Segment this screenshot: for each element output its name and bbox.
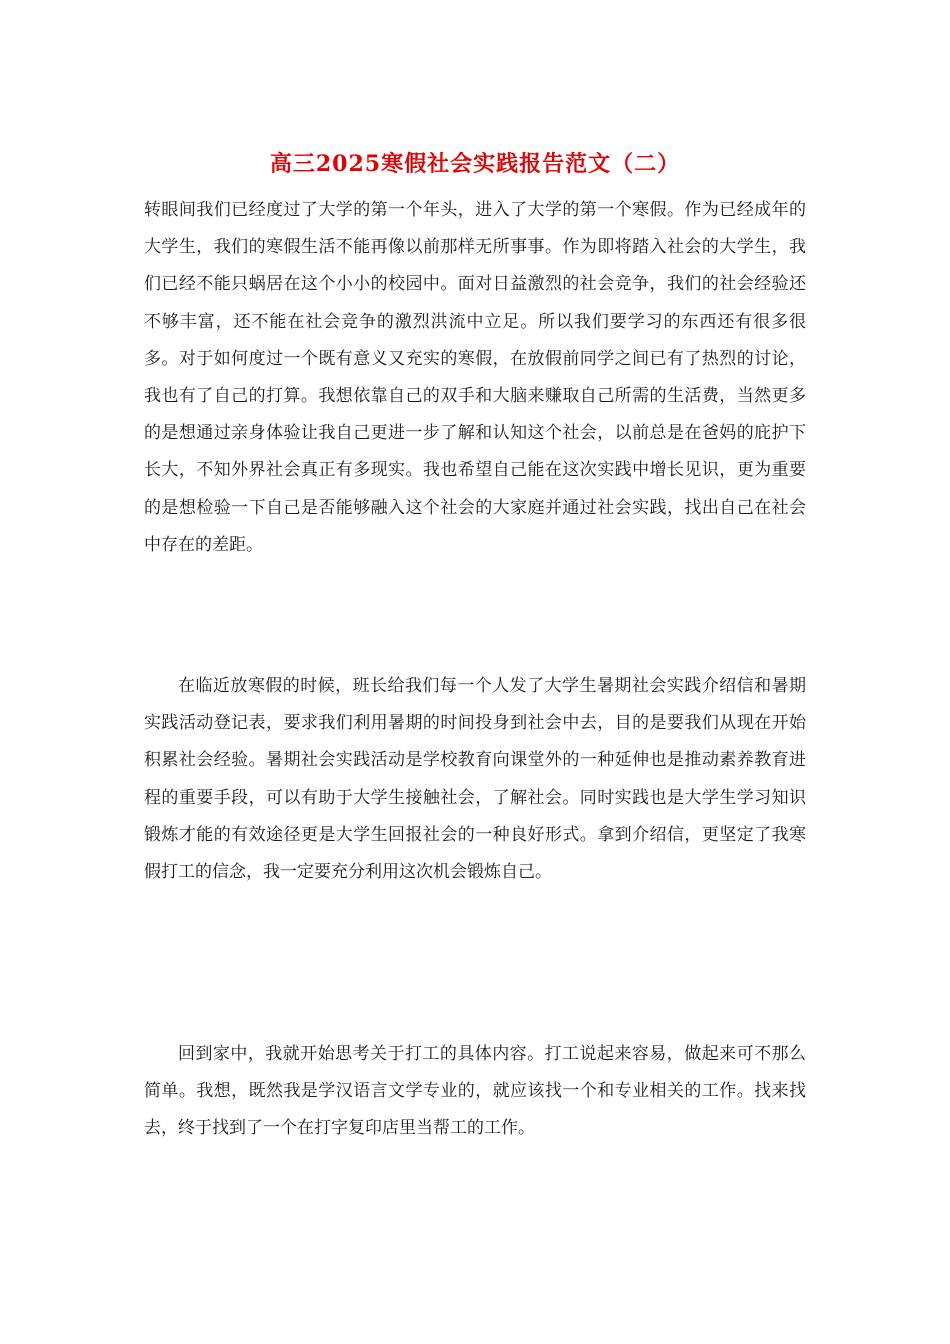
paragraph-2: 在临近放寒假的时候，班长给我们每一个人发了大学生暑期社会实践介绍信和暑期实践活动登记表，要求我们利用暑期的时间投身到社会中去，目的是要我们从现在开始积累社会经验。暑期社会实践活动是学校教育向课堂外的一种延伸也是推动素养教育进程的重要手段，可以有助于大学生接触社会，了解社会。同时实践也是大学生学习知识锻炼才能的有效途径更是大学生回报社会的一种良好形式。拿到介绍信，更坚定了我寒假打工的信念，我一定要充分利用这次机会锻炼自己。 <box>144 676 806 883</box>
paragraph-1: 转眼间我们已经度过了大学的第一个年头，进入了大学的第一个寒假。作为已经成年的大学生，我们的寒假生活不能再像以前那样无所事事。作为即将踏入社会的大学生，我们已经不能只蜗居在这个小小的校园中。面对日益激烈的社会竞争，我们的社会经验还不够丰富，还不能在社会竞争的激烈洪流中立足。所以我们要学习的东西还有很多很多。对于如何度过一个既有意义又充实的寒假，在放假前同学之间已有了热烈的讨论，我也有了自己的打算。我想依靠自己的双手和大脑来赚取自己所需的生活费，当然更多的是想通过亲身体验让我自己更进一步了解和认知这个社会，以前总是在爸妈的庇护下长大，不知外界社会真正有多现实。我也希望自己能在这次实践中增长见识，更为重要的是想检验一下自己是否能够融入这个社会的大家庭并通过社会实践，找出自己在社会中存在的差距。 <box>144 200 806 555</box>
paragraph-3: 回到家中，我就开始思考关于打工的具体内容。打工说起来容易，做起来可不那么简单。我想，既然我是学汉语言文学专业的，就应该找一个和专业相关的工作。找来找去，终于找到了一个在打字复印店里当帮工的工作。 <box>144 1044 806 1139</box>
document-title: 高三2025寒假社会实践报告范文（二） <box>269 151 681 177</box>
